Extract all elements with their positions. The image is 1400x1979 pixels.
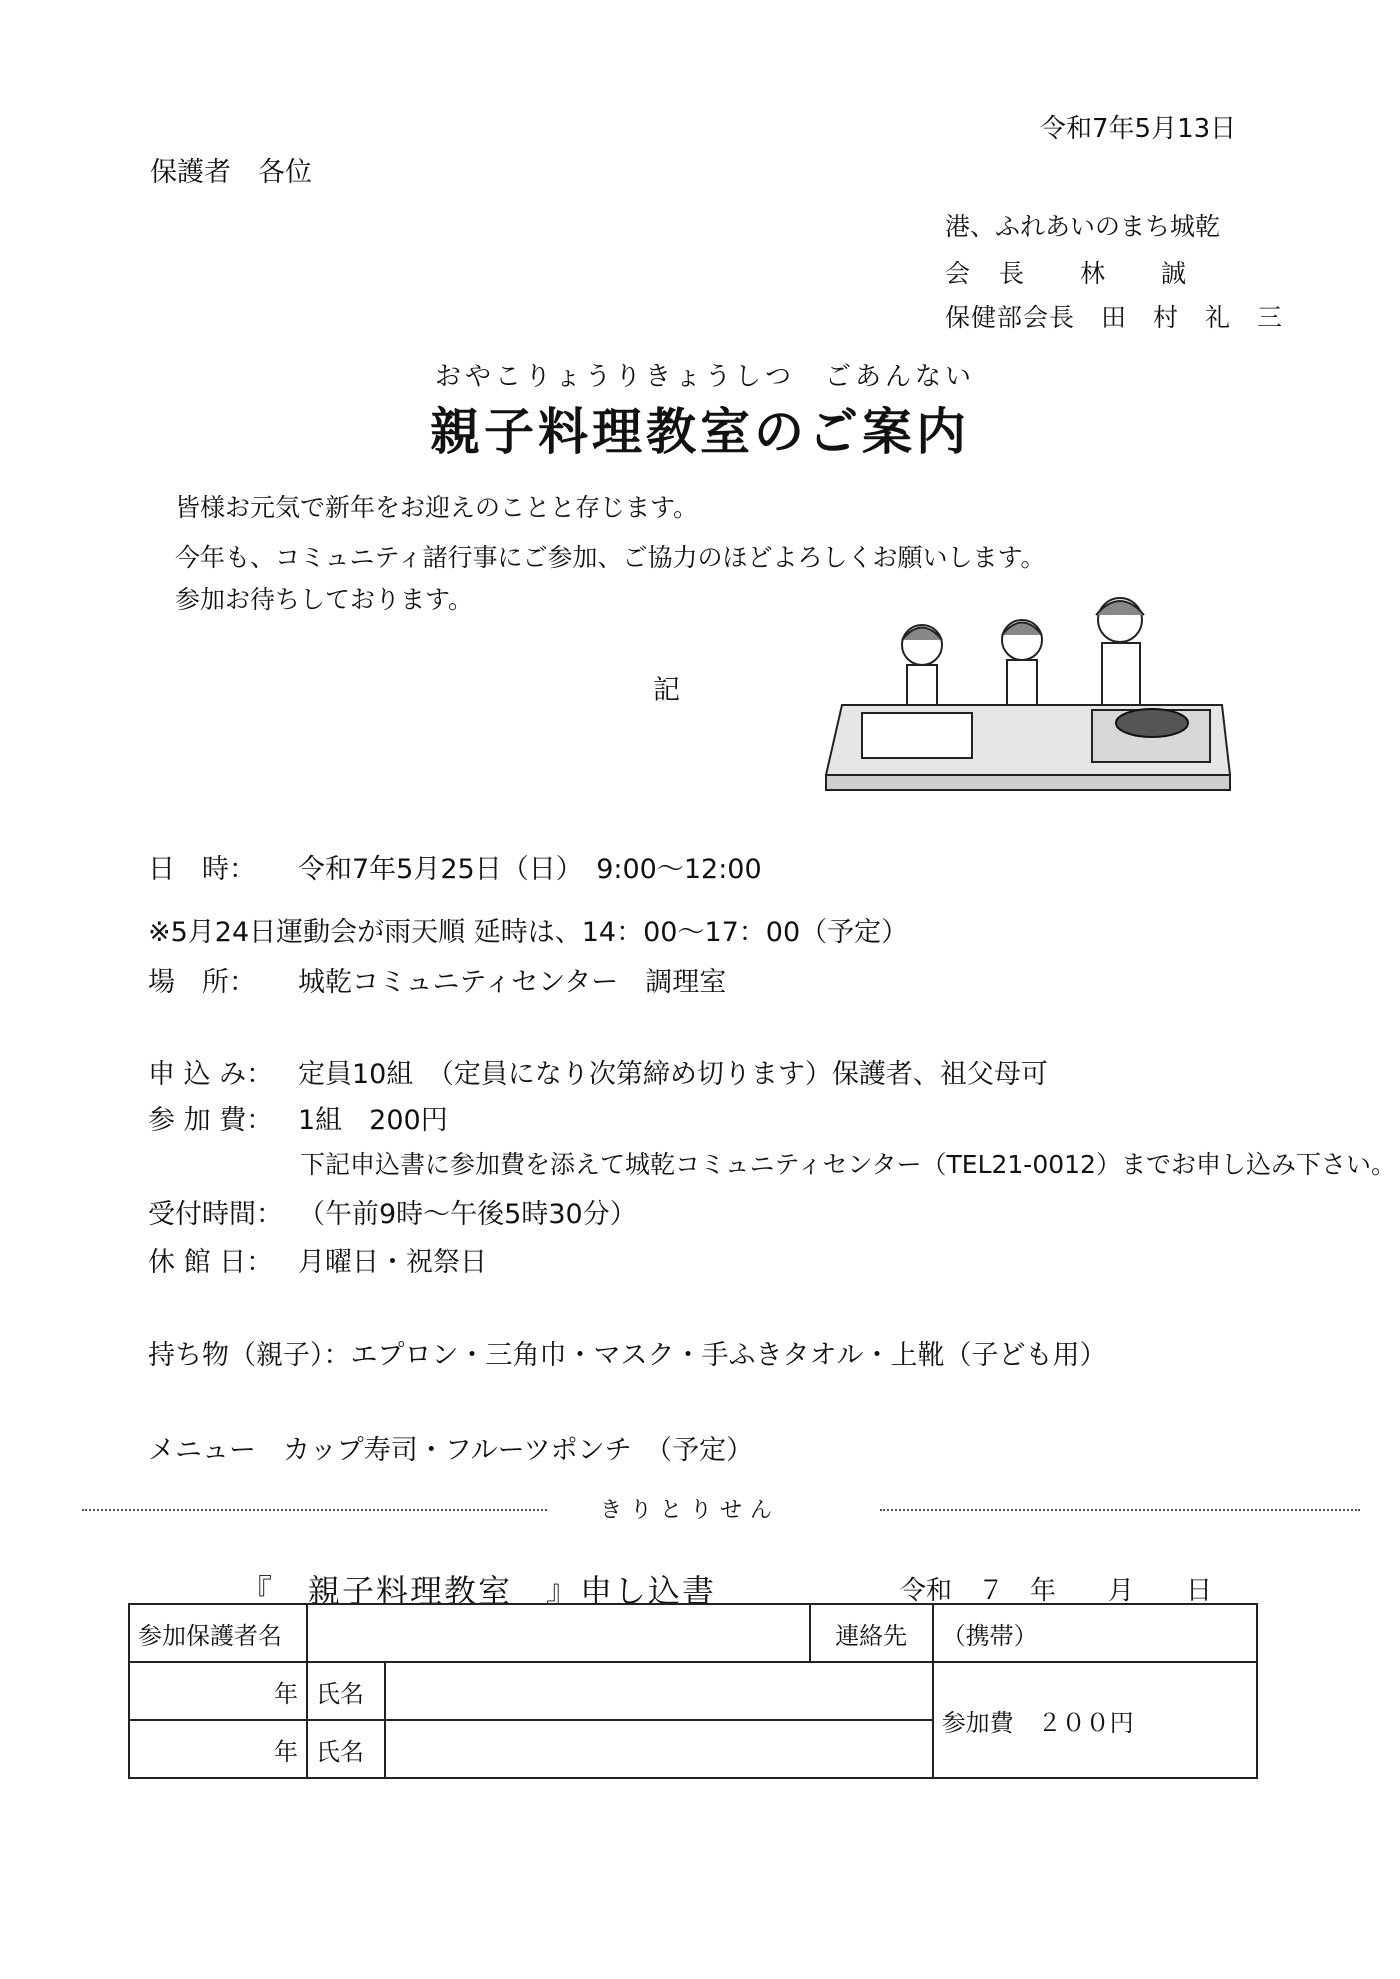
- datetime-row: [148, 847, 762, 886]
- cut-line-left: [82, 1509, 547, 1511]
- fee-label: 参 加 費：: [148, 1105, 274, 1136]
- datetime-value: 令和7年5月25日（日） 9:00～12:00: [298, 854, 762, 885]
- form-date: 令和 ７ 年 月 日: [900, 1576, 1213, 1606]
- guardian-label: 参加保護者名: [129, 1604, 307, 1662]
- child-name-field-1[interactable]: [385, 1662, 933, 1720]
- menu-row: メニュー カップ寿司・フルーツポンチ （予定）: [148, 1435, 754, 1466]
- closed-value: 月曜日・祝祭日: [298, 1247, 487, 1278]
- cut-line-label: きりとりせん: [600, 1498, 781, 1523]
- fee-cell: [933, 1662, 1257, 1778]
- name-label-2: 氏名: [307, 1720, 385, 1778]
- grade-field-2[interactable]: [129, 1720, 307, 1778]
- sender-chairman: 会 長 林 誠: [945, 259, 1189, 288]
- items-row: 持ち物（親子）：エプロン・三角巾・マスク・手ふきタオル・上靴（子ども用）: [148, 1340, 1107, 1371]
- closed-label: 休 館 日：: [148, 1247, 274, 1278]
- form-fee: 参加費 ２００円: [941, 1708, 1134, 1737]
- sender-organization: 港、ふれあいのまち城乾: [945, 212, 1221, 241]
- closed-row: [148, 1240, 487, 1279]
- place-label: 場 所：: [148, 967, 256, 998]
- hours-row: [148, 1192, 637, 1231]
- datetime-label: 日 時：: [148, 854, 256, 885]
- name-label-1: 氏名: [307, 1662, 385, 1720]
- mobile-label: （携帯）: [941, 1621, 1038, 1650]
- greeting-line-1: 皆様お元気で新年をお迎えのことと存じます。: [175, 493, 699, 522]
- grade-label-2: 年: [274, 1737, 298, 1766]
- grade-label-1: 年: [274, 1679, 298, 1708]
- apply-row: [148, 1052, 1048, 1091]
- page-title: 親子料理教室のご案内: [430, 403, 970, 461]
- hours-value: （午前9時～午後5時30分）: [298, 1199, 637, 1230]
- cooking-family-illustration: [822, 595, 1234, 795]
- ki-heading: 記: [653, 675, 680, 706]
- fee-row: [148, 1098, 448, 1137]
- guardian-name-field[interactable]: [307, 1604, 810, 1662]
- greeting-line-3: 参加お待ちしております。: [175, 585, 474, 614]
- form-title: 『 親子料理教室 』申し込書: [240, 1572, 717, 1610]
- place-value: 城乾コミュニティセンター 調理室: [298, 967, 727, 998]
- cut-line-right: [880, 1509, 1360, 1511]
- fee-note: 下記申込書に参加費を添えて城乾コミュニティセンター（TEL21-0012）までお申し込み下さい。: [300, 1150, 1396, 1179]
- recipient: 保護者 各位: [150, 157, 312, 188]
- grade-field-1[interactable]: [129, 1662, 307, 1720]
- hours-label: 受付時間：: [148, 1199, 283, 1230]
- place-row: [148, 960, 726, 999]
- document-date: 令和7年5月13日: [1040, 114, 1237, 144]
- title-ruby: おやこりょうりきょうしつ ごあんない: [435, 362, 976, 392]
- fee-value: 1組 200円: [298, 1105, 448, 1136]
- child-name-field-2[interactable]: [385, 1720, 933, 1778]
- contact-label: 連絡先: [810, 1604, 933, 1662]
- apply-label: 申 込 み：: [148, 1059, 274, 1090]
- application-form: [128, 1603, 1258, 1779]
- contact-field[interactable]: [933, 1604, 1257, 1662]
- apply-value: 定員10組 （定員になり次第締め切ります）保護者、祖父母可: [298, 1059, 1048, 1090]
- sender-health-head: 保健部会長 田 村 礼 三: [945, 303, 1284, 332]
- greeting-line-2: 今年も、コミュニティ諸行事にご参加、ご協力のほどよろしくお願いします。: [175, 543, 1046, 572]
- rain-note: ※5月24日運動会が雨天順 延時は、14：00～17：00（予定）: [148, 917, 909, 948]
